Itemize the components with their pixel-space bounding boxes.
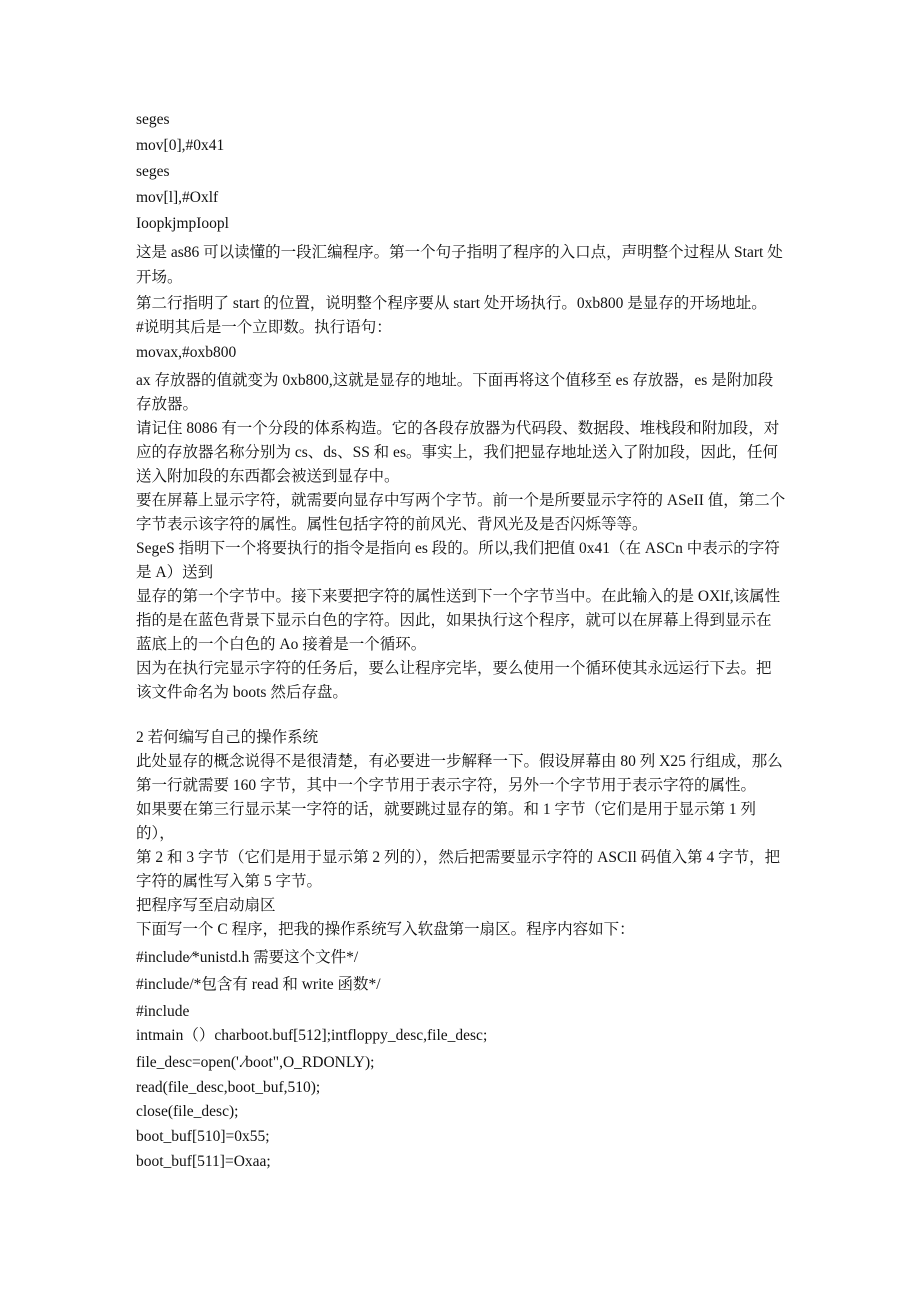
text-line: 请记住 8086 有一个分段的体系构造。它的各段存放器为代码段、数据段、堆栈段和附加段，对 — [136, 420, 780, 437]
text-line: SegeS 指明下一个将要执行的指令是指向 es 段的。所以,我们把值 0x41（在 ASCn 中表示的字符 — [136, 540, 780, 557]
text-line: 显存的第一个字节中。接下来要把字符的属性送到下一个字节当中。在此输入的是 OXlf,该属性 — [136, 588, 781, 605]
text-line: 这是 as86 可以读懂的一段汇编程序。第一个句子指明了程序的入口点，声明整个过程从 Start 处 — [136, 244, 783, 261]
text-line: 存放器。 — [136, 396, 199, 413]
code-line: close(file_desc); — [136, 1103, 239, 1120]
section-heading: 把程序写至启动扇区 — [136, 897, 276, 914]
code-line: seges — [136, 163, 170, 180]
section-heading: 2 若何编写自己的操作系统 — [136, 729, 319, 746]
code-line: read(file_desc,boot_buf,510); — [136, 1079, 321, 1096]
code-line: movax,#oxb800 — [136, 344, 237, 361]
text-line: 送入附加段的东西都会被送到显存中。 — [136, 468, 400, 485]
text-line: ax 存放器的值就变为 0xb800,这就是显存的地址。下面再将这个值移至 es 存放器，es 是附加段 — [136, 372, 774, 389]
text-line: 要在屏幕上显示字符，就需要向显存中写两个字节。前一个是所要显示字符的 ASeII 值，第二个 — [136, 492, 786, 509]
text-line: 第二行指明了 start 的位置，说明整个程序要从 start 处开场执行。0xb800 是显存的开场地址。 — [136, 295, 767, 312]
text-line: 蓝底上的一个白色的 Ao 接着是一个循环。 — [136, 636, 427, 653]
text-line: #说明其后是一个立即数。执行语句： — [136, 319, 392, 336]
code-line: #include/*包含有 read 和 write 函数*/ — [136, 976, 381, 993]
code-line: boot_buf[510]=0x55; — [136, 1128, 270, 1145]
code-line: #include⁄*unistd.h 需要这个文件*/ — [136, 949, 359, 966]
text-line: 开场。 — [136, 269, 183, 286]
code-line: #include — [136, 1003, 190, 1020]
text-line: 因为在执行完显示字符的任务后，要么让程序完毕，要么使用一个循环使其永远运行下去。把 — [136, 660, 772, 677]
text-line: 的）， — [136, 825, 175, 842]
text-line: 字符的属性写入第 5 字节。 — [136, 873, 323, 890]
code-line: intmain（）charboot.buf[512];intfloppy_desc,file_desc; — [136, 1027, 488, 1044]
code-line: IoopkjmpIoopl — [136, 215, 229, 232]
code-line: file_desc=open('.⁄boot",O_RDONLY); — [136, 1054, 375, 1071]
text-line: 字节表示该字符的属性。属性包括字符的前风光、背风光及是否闪烁等等。 — [136, 516, 648, 533]
text-line: 下面写一个 C 程序，把我的操作系统写入软盘第一扇区。程序内容如下： — [136, 921, 635, 938]
text-line: 应的存放器名称分别为 cs、ds、SS 和 es。事实上，我们把显存地址送入了附加段，因此，任何 — [136, 444, 778, 461]
text-line: 第 2 和 3 字节（它们是用于显示第 2 列的），然后把需要显示字符的 ASCIl 码值入第 4 字节，把 — [136, 849, 781, 866]
code-line: boot_buf[511]=Oxaa; — [136, 1153, 271, 1170]
text-line: 该文件命名为 boots 然后存盘。 — [136, 684, 348, 701]
code-line: mov[l],#Oxlf — [136, 189, 219, 206]
code-line: seges — [136, 111, 170, 128]
text-line: 如果要在第三行显示某一字符的话，就要跳过显存的第。和 1 字节（它们是用于显示第 1 列 — [136, 801, 757, 818]
code-line: mov[0],#0x41 — [136, 137, 225, 154]
text-line: 指的是在蓝色背景下显示白色的字符。因此，如果执行这个程序，就可以在屏幕上得到显示在 — [136, 612, 772, 629]
text-line: 第一行就需要 160 字节，其中一个字节用于表示字符，另外一个字节用于表示字符的属性。 — [136, 777, 757, 794]
text-line: 此处显存的概念说得不是很清楚，有必要进一步解释一下。假设屏幕由 80 列 X25 行组成，那么 — [136, 753, 783, 770]
text-line: 是 A）送到 — [136, 564, 214, 581]
